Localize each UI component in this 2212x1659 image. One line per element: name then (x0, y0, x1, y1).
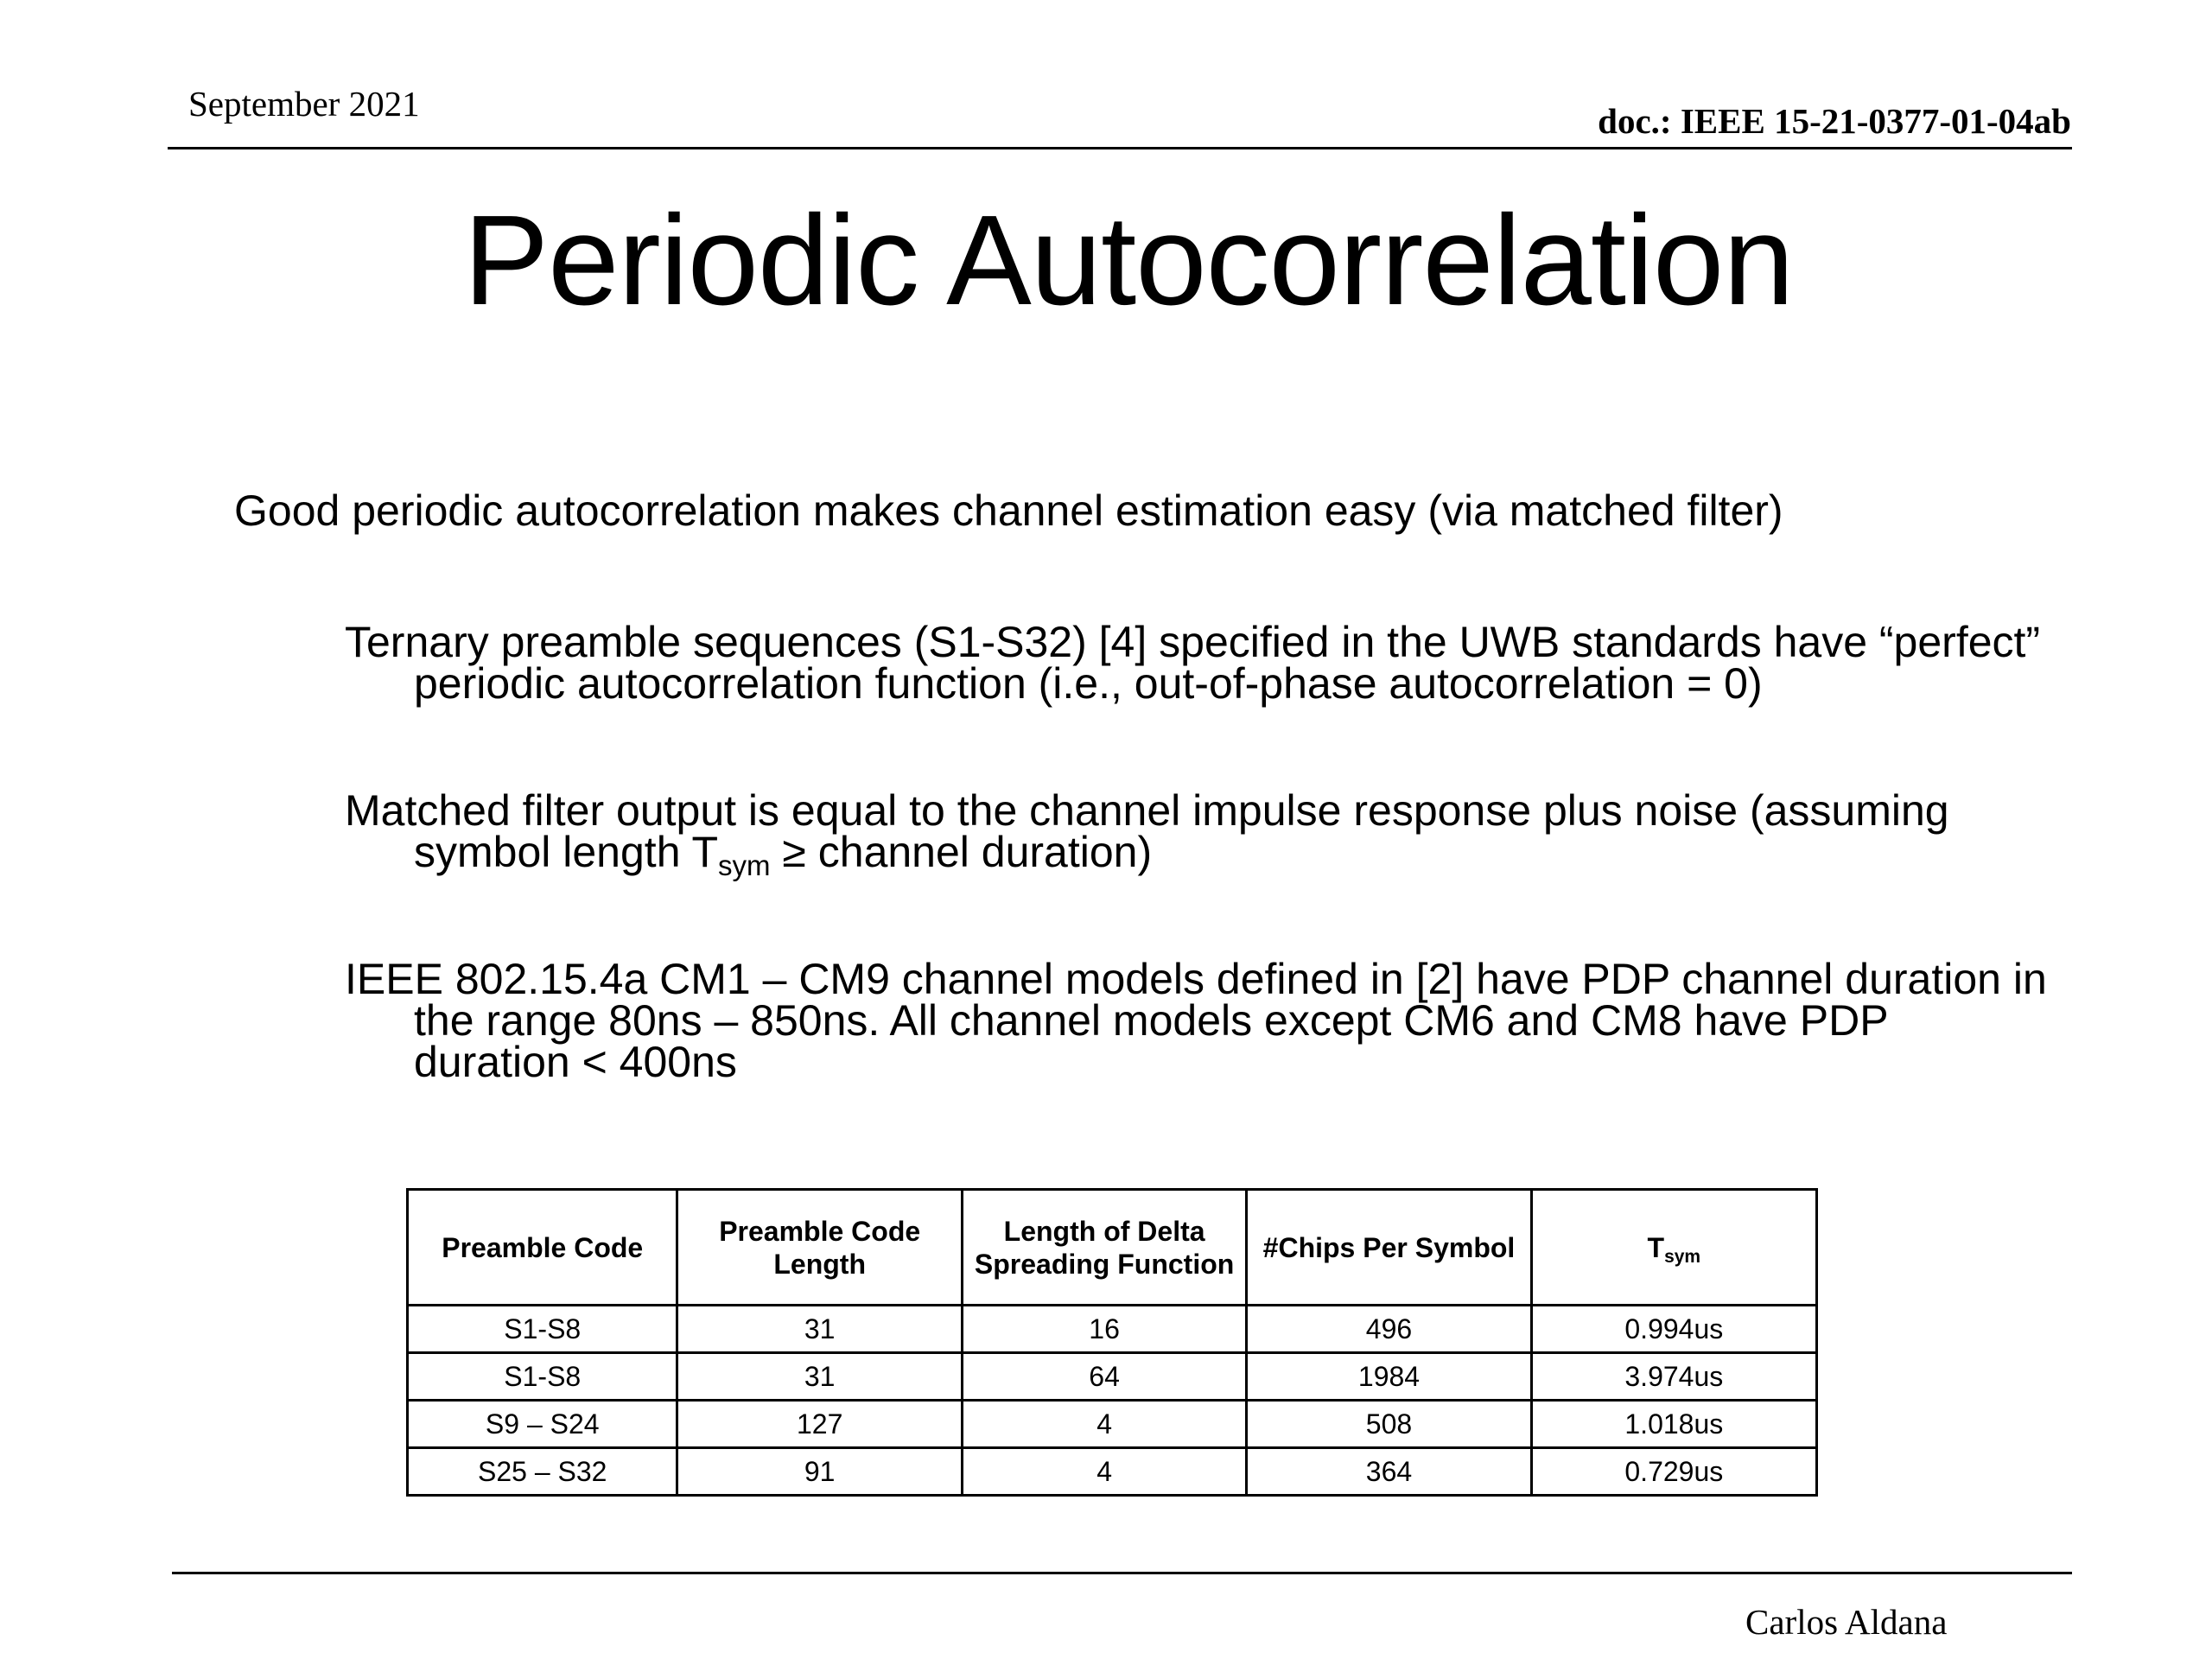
lead-text: Good periodic autocorrelation makes channel estimation easy (via matched filter) (234, 486, 1783, 535)
table-cell: 91 (677, 1448, 962, 1496)
col-header-tsym (1531, 1190, 1816, 1306)
table-cell: 127 (677, 1401, 962, 1448)
preamble-table (406, 1188, 1818, 1497)
table-cell: S1-S8 (408, 1353, 677, 1401)
table-cell: 364 (1247, 1448, 1531, 1496)
table-cell: 31 (677, 1353, 962, 1401)
footer-author: Carlos Aldana (1745, 1602, 1948, 1642)
table-row (408, 1448, 1817, 1496)
tsym-subscript: sym (718, 849, 771, 881)
slide-title: Periodic Autocorrelation (463, 189, 1794, 332)
table-cell: 496 (1247, 1306, 1531, 1353)
col-header-delta-length: Length of Delta Spreading Function (962, 1190, 1246, 1306)
col-header-preamble-code: Preamble Code (408, 1190, 677, 1306)
header-doc-id: doc.: IEEE 15-21-0377-01-04ab (1598, 101, 2071, 141)
table-cell: 4 (962, 1448, 1246, 1496)
bullet-channel-models: IEEE 802.15.4a CM1 – CM9 channel models defined in [2] have PDP channel duration in the range 80ns – 850ns. All channel models except CM6 and CM8 have PDP duration < 400ns (345, 955, 2047, 1086)
col-header-code-length: Preamble Code Length (677, 1190, 962, 1306)
table-cell: 31 (677, 1306, 962, 1353)
col-header-chips-per-symbol: #Chips Per Symbol (1247, 1190, 1531, 1306)
table-row (408, 1401, 1817, 1448)
table-cell: S25 – S32 (408, 1448, 677, 1496)
table-cell: 64 (962, 1353, 1246, 1401)
table-row (408, 1306, 1817, 1353)
table-cell: 0.729us (1531, 1448, 1816, 1496)
table-cell: S1-S8 (408, 1306, 677, 1353)
bullet-ternary-sequences: Ternary preamble sequences (S1-S32) [4] specified in the UWB standards have “perfect” periodic autocorrelation function (i.e., out-of-phase autocorrelation = 0) (345, 618, 2041, 708)
table-cell: 1.018us (1531, 1401, 1816, 1448)
table-cell: S9 – S24 (408, 1401, 677, 1448)
header-date: September 2021 (188, 84, 420, 124)
table-cell: 1984 (1247, 1353, 1531, 1401)
table-cell: 508 (1247, 1401, 1531, 1448)
col-header-tsym-sub: sym (1664, 1246, 1701, 1267)
bullet-matched-filter (345, 786, 2056, 881)
table-cell: 3.974us (1531, 1353, 1816, 1401)
bullet-matched-filter-tail: ≥ channel duration) (770, 828, 1153, 876)
table-header-row (408, 1190, 1817, 1306)
bullet-matched-filter-text: Matched filter output is equal to the channel impulse response plus noise (assuming symbol length T (345, 786, 1949, 876)
table-cell: 16 (962, 1306, 1246, 1353)
footer-rule (172, 1572, 2072, 1574)
table-cell: 0.994us (1531, 1306, 1816, 1353)
table-row (408, 1353, 1817, 1401)
col-header-tsym-main: T (1647, 1231, 1665, 1263)
table-cell: 4 (962, 1401, 1246, 1448)
header-rule (168, 147, 2072, 149)
